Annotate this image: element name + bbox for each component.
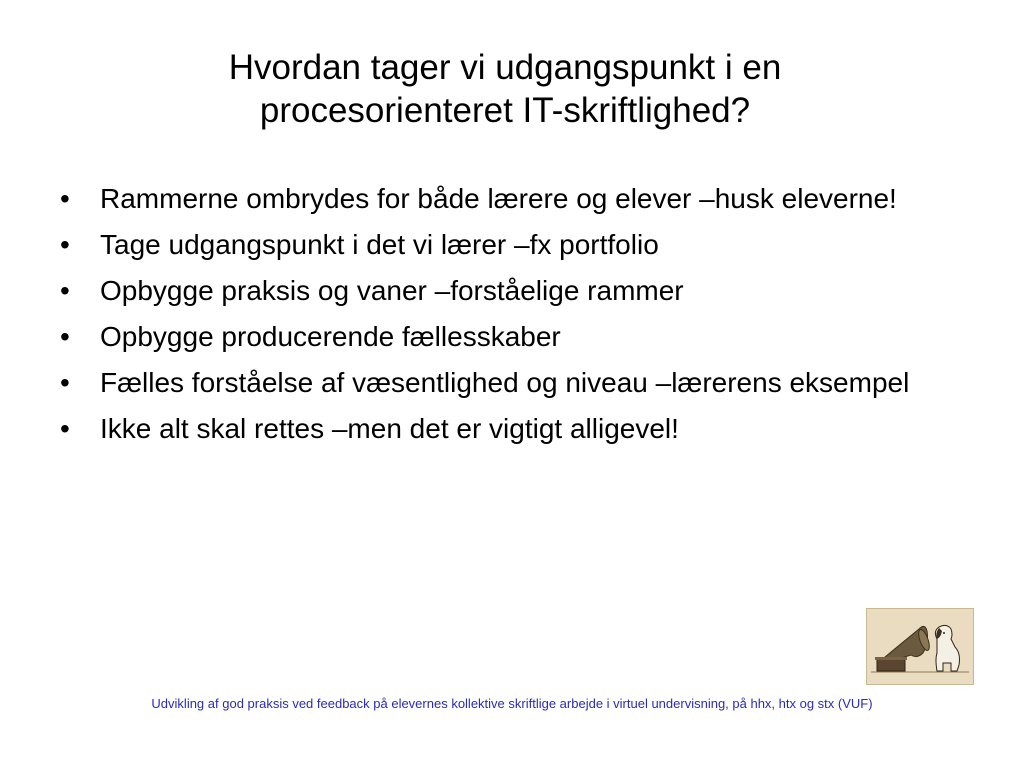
bullet-text: Rammerne ombrydes for både lærere og elever –husk eleverne! (100, 183, 897, 214)
slide-title-line-2: procesorienteret IT-skriftlighed? (259, 91, 751, 130)
bullet-dot-icon: • (60, 321, 70, 352)
bullet-text: Tage udgangspunkt i det vi lærer –fx portfolio (100, 229, 659, 260)
bullet-dot-icon: • (60, 275, 70, 306)
slide-title-line-1: Hvordan tager vi udgangspunkt i en (228, 48, 782, 87)
bullet-item (60, 275, 960, 307)
bullet-text: Opbygge praksis og vaner –forståelige rammer (100, 275, 684, 306)
bullet-item (60, 367, 960, 399)
bullet-item (60, 413, 960, 445)
bullet-list (60, 183, 960, 459)
gramophone-dog-icon (866, 608, 974, 685)
bullet-text: Fælles forståelse af væsentlighed og niveau –lærerens eksempel (100, 367, 910, 398)
footer-text: Udvikling af god praksis ved feedback på elevernes kollektive skriftlige arbejde i virtuel undervisning, på hhx, htx og stx (VUF) (151, 696, 873, 711)
bullet-dot-icon: • (60, 183, 70, 214)
bullet-item (60, 321, 960, 353)
bullet-dot-icon: • (60, 367, 70, 398)
bullet-dot-icon: • (60, 229, 70, 260)
bullet-item (60, 183, 960, 215)
bullet-item (60, 229, 960, 261)
bullet-text: Opbygge producerende fællesskaber (100, 321, 561, 352)
bullet-text: Ikke alt skal rettes –men det er vigtigt alligevel! (100, 413, 679, 444)
bullet-dot-icon: • (60, 413, 70, 444)
slide-title (90, 46, 920, 132)
